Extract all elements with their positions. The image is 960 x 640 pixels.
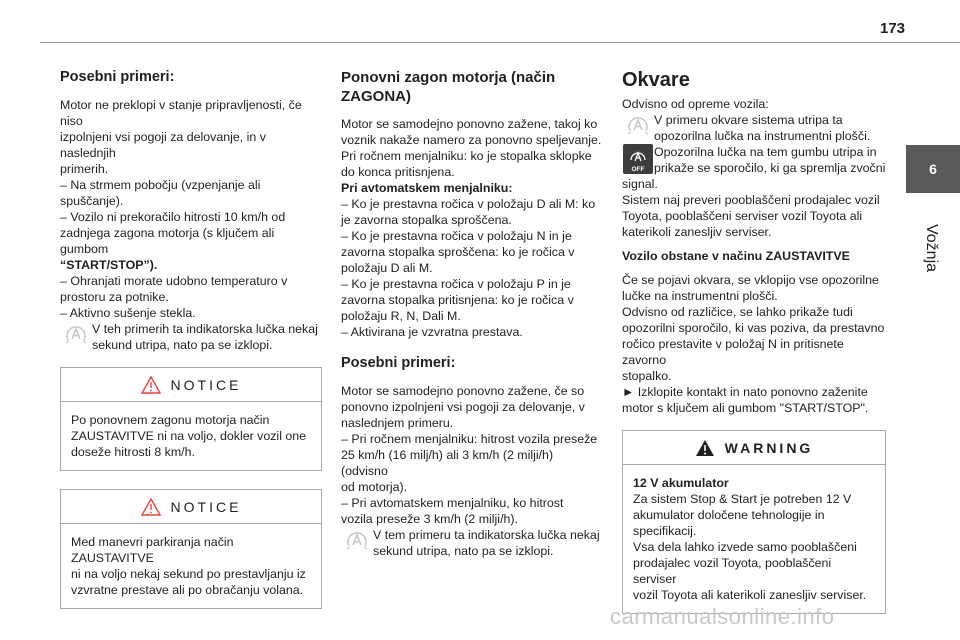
text-line: 12 V akumulator [633, 476, 729, 490]
text-line: – Ko je prestavna ročica v položaju N in je [341, 229, 572, 243]
text-line: do konca pritisnjena. [341, 165, 455, 179]
text-line: Če se pojavi okvara, se vklopijo vse opozorilne [622, 273, 879, 287]
auto-a-icon [341, 527, 373, 559]
column-3 [622, 68, 886, 614]
warning-box [622, 430, 886, 614]
notice-box [60, 489, 322, 609]
warning-triangle-icon [695, 439, 715, 457]
text-line: ► Izklopite kontakt in nato ponovno zaženite [622, 385, 868, 399]
text-line: specifikacij. [633, 524, 697, 538]
text-line: – Ko je prestavna ročica v položaju D ali M: ko [341, 197, 596, 211]
subsection-heading: Vozilo obstane v načinu ZAUSTAVITVE [622, 249, 850, 263]
text-line: primerih. [60, 162, 109, 176]
column-1 [60, 68, 322, 609]
text-line: ZAUSTAVITVE ni na voljo, dokler vozil one [71, 429, 307, 443]
text-line: izpolnjeni vsi pogoji za delovanje, in v naslednjih [60, 130, 266, 160]
text-line: ročico prestavite v položaj N in pritisnete zavorno [622, 337, 844, 367]
text-line: Sistem naj preveri pooblaščeni prodajalec vozil [622, 193, 880, 207]
indicator-note [341, 527, 603, 559]
text-line: opozorilni sporočilo, ki vas poziva, da prestavno [622, 321, 885, 335]
text-line: ponovno izpolnjeni vsi pogoji za delovanje, v [341, 400, 585, 414]
text-line: naslednjem primeru. [341, 416, 454, 430]
section-title: Okvare [622, 69, 690, 91]
paragraph [341, 383, 603, 527]
heading-line: ZAGONA) [341, 88, 411, 105]
column-2 [341, 68, 603, 559]
text-line: voznik nakaže namero za ponovno speljevanje. [341, 133, 602, 147]
warning-label: WARNING [724, 439, 814, 456]
paragraph [341, 116, 603, 340]
text-line: – Aktivirana je vzvratna prestava. [341, 325, 523, 339]
text-line: sekund utripa, nato pa se izklopi. [373, 544, 554, 558]
text-line: – Na strmem pobočju (vzpenjanje ali spuščanje). [60, 178, 261, 208]
indicator-note [60, 321, 322, 353]
auto-a-icon [622, 112, 654, 144]
paragraph [60, 97, 322, 321]
text-line: – Pri ročnem menjalniku: hitrost vozila preseže [341, 432, 598, 446]
warning-header [623, 431, 885, 465]
text-line: – Ohranjati morate udobno temperaturo v [60, 274, 288, 288]
text-line: V teh primerih ta indikatorska lučka nekaj [92, 322, 318, 336]
text-line: zadnjega zagona motorja (s ključem ali gumbom [60, 226, 275, 256]
auto-a-icon [60, 321, 92, 353]
text-line: Motor se samodejno ponovno zažene, takoj ko [341, 117, 598, 131]
text-line: Odvisno od različice, se lahko prikaže tudi [622, 305, 853, 319]
text-line: Toyota, pooblaščeni serviser vozil Toyota ali [622, 209, 863, 223]
chapter-title-text: Vožnja [923, 223, 940, 273]
text-line: signal. [622, 177, 658, 191]
text-line: položaju R, N, Dali M. [341, 309, 461, 323]
text-line: akumulator določene tehnologije in [633, 508, 825, 522]
text-line: Za sistem Stop & Start je potreben 12 V [633, 492, 852, 506]
text-line: “START/STOP”). [60, 258, 158, 272]
text-line: motor s ključem ali gumbom "START/STOP". [622, 401, 869, 415]
text-line: – Ko je prestavna ročica v položaju P in je [341, 277, 571, 291]
text-line: opozorilna lučka na instrumentni plošči. [654, 129, 871, 143]
text-line: sekund utripa, nato pa se izklopi. [92, 338, 273, 352]
page-number: 173 [880, 20, 906, 37]
notice-header [61, 490, 321, 524]
text-line: prostoru za potnike. [60, 290, 169, 304]
text-line: vozila preseže 3 km/h (2 milji/h). [341, 512, 518, 526]
subsection-heading: Posebni primeri: [341, 355, 456, 371]
text-line: je zavorna stopalka sproščena. [341, 213, 512, 227]
text-line: zavorna stopalka pritisnjena: ko je ročica v [341, 293, 574, 307]
chapter-tab[interactable]: 6 [906, 145, 960, 193]
text-line: V tem primeru ta indikatorska lučka nekaj [373, 528, 600, 542]
text-line: stopalko. [622, 369, 672, 383]
section-heading: Posebni primeri: [60, 69, 175, 85]
text-line: od motorja). [341, 480, 408, 494]
text-line: prodajalec vozil Toyota, pooblaščeni serviser [633, 556, 832, 586]
warning-triangle-icon [141, 498, 161, 516]
notice-box [60, 367, 322, 471]
text-line: – Aktivno sušenje stekla. [60, 306, 196, 320]
text-line: prikaže se sporočilo, ki ga spremlja zvočni [654, 161, 886, 175]
text-line: Vsa dela lahko izvede samo pooblaščeni [633, 540, 857, 554]
text-line: položaju D ali M. [341, 261, 433, 275]
text-line: 25 km/h (16 milj/h) ali 3 km/h (2 milji/h) (odvisno [341, 448, 554, 478]
notice-label: NOTICE [170, 376, 242, 393]
text-line: Pri ročnem menjalniku: ko je stopalka sklopke [341, 149, 592, 163]
text-line: doseže hitrosti 8 km/h. [71, 445, 195, 459]
chapter-title [900, 208, 960, 288]
text-line: zavorna stopalka sproščena: ko je ročica v [341, 245, 575, 259]
text-line: Motor ne preklopi v stanje pripravljenosti, če niso [60, 98, 302, 128]
text-line: katerikoli zanesljiv serviser. [622, 225, 772, 239]
text-line: Opozorilna lučka na tem gumbu utripa in [654, 145, 877, 159]
text-line: – Pri avtomatskem menjalniku, ko hitrost [341, 496, 564, 510]
indicator-note [622, 112, 886, 144]
text-line: Po ponovnem zagonu motorja način [71, 413, 270, 427]
heading-line: Ponovni zagon motorja (način [341, 69, 556, 86]
text-line: ni na voljo nekaj sekund po prestavljanju iz [71, 567, 306, 581]
text-line: lučke na instrumentni plošči. [622, 289, 778, 303]
header-rule [40, 42, 960, 43]
auto-a-off-button-icon [622, 144, 654, 176]
text-line: – Vozilo ni prekoračilo hitrosti 10 km/h od [60, 210, 286, 224]
text-line: Pri avtomatskem menjalniku: [341, 181, 513, 195]
text-line: vozil Toyota ali katerikoli zanesljiv serviser. [633, 588, 867, 602]
button-note [622, 144, 886, 176]
notice-header [61, 368, 321, 402]
text-line: Odvisno od opreme vozila: [622, 97, 769, 111]
text-line: vzvratne prestave ali po obračanju volana. [71, 583, 304, 597]
off-label: OFF [631, 166, 645, 173]
section-heading [341, 68, 603, 106]
text-line: Med manevri parkiranja način ZAUSTAVITVE [71, 535, 234, 565]
text-line: V primeru okvare sistema utripa ta [654, 113, 843, 127]
watermark: carmanualsonline.info [610, 604, 835, 629]
text-line: Motor se samodejno ponovno zažene, če so [341, 384, 585, 398]
notice-label: NOTICE [170, 498, 242, 515]
warning-triangle-icon [141, 376, 161, 394]
